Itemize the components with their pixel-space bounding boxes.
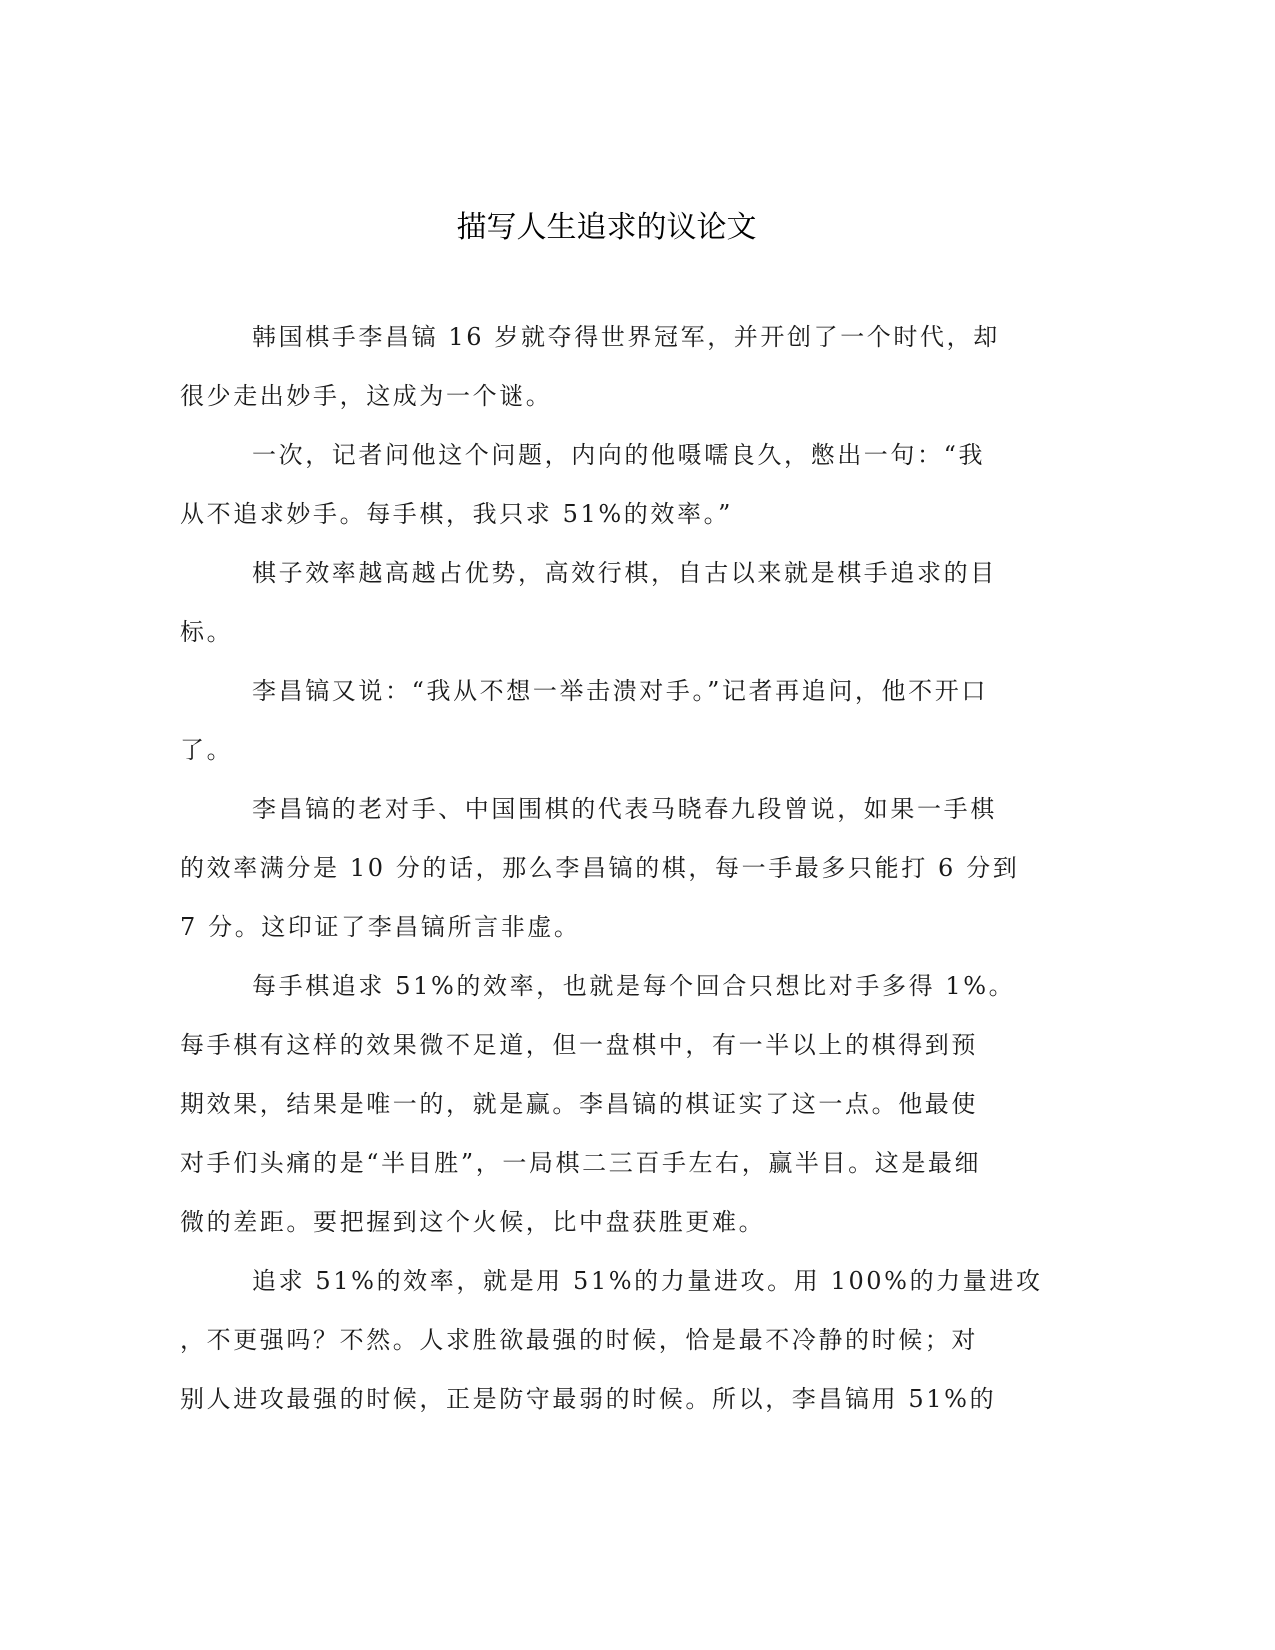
- text-line: 从不追求妙手。每手棋，我只求 51%的效率。”: [180, 500, 734, 528]
- text-line: 7 分。这印证了李昌镐所言非虚。: [180, 913, 581, 941]
- text-line: 李昌镐又说：“我从不想一举击溃对手。”记者再追问，他不开口: [252, 677, 988, 705]
- text-line: 棋子效率越高越占优势，高效行棋，自古以来就是棋手追求的目: [252, 559, 997, 587]
- text-line: 微的差距。要把握到这个火候，比中盘获胜更难。: [180, 1208, 766, 1236]
- text-line: 韩国棋手李昌镐 16 岁就夺得世界冠军，并开创了一个时代，却: [252, 323, 1000, 351]
- text-line: 期效果，结果是唯一的，就是赢。李昌镐的棋证实了这一点。他最使: [180, 1090, 978, 1118]
- text-line: 每手棋有这样的效果微不足道，但一盘棋中，有一半以上的棋得到预: [180, 1031, 978, 1059]
- text-line: 追求 51%的效率，就是用 51%的力量进攻。用 100%的力量进攻: [252, 1267, 1043, 1295]
- paragraph: [180, 957, 1035, 1252]
- text-line: 很少走出妙手，这成为一个谜。: [180, 382, 553, 410]
- text-line: 一次，记者问他这个问题，内向的他嗫嚅良久，憋出一句：“我: [252, 441, 986, 469]
- document-body: [180, 308, 1043, 1429]
- text-line: 了。: [180, 736, 234, 764]
- paragraph: [180, 426, 1035, 544]
- text-line: 的效率满分是 10 分的话，那么李昌镐的棋，每一手最多只能打 6 分到: [180, 854, 1020, 882]
- text-line: 别人进攻最强的时候，正是防守最弱的时候。所以，李昌镐用 51%的: [180, 1385, 997, 1413]
- paragraph: [180, 662, 1035, 780]
- text-line: 标。: [180, 618, 234, 646]
- text-line: 李昌镐的老对手、中国围棋的代表马晓春九段曾说，如果一手棋: [252, 795, 997, 823]
- document-title: 描写人生追求的议论文: [456, 210, 757, 245]
- text-line: 对手们头痛的是“半目胜”，一局棋二三百手左右，赢半目。这是最细: [180, 1149, 982, 1177]
- text-line: ，不更强吗？不然。人求胜欲最强的时候，恰是最不冷静的时候；对: [180, 1326, 978, 1354]
- paragraph: [180, 780, 1035, 957]
- paragraph: [180, 1252, 1043, 1429]
- text-line: 每手棋追求 51%的效率，也就是每个回合只想比对手多得 1%。: [252, 972, 1016, 1000]
- paragraph: [180, 308, 1035, 426]
- paragraph: [180, 544, 1035, 662]
